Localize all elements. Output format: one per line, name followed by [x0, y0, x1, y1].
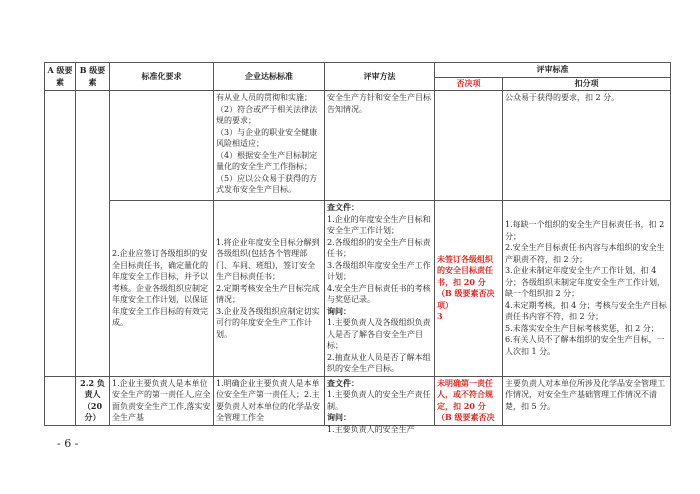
deduct-text: 主要负责人对本单位所涉及化学品安全管理工作情况，对安全生产基础管理工作情况不清楚，扣 5 分。: [505, 378, 665, 411]
a-level-cell: [45, 376, 76, 425]
veto-note: 3: [437, 311, 443, 322]
method-line: 2.抽查从业人员是否了解本组织的安全生产目标。: [327, 352, 431, 373]
standards-table: [44, 62, 671, 434]
deduct-cell: [503, 376, 671, 425]
deduct-cell: [503, 201, 671, 377]
b-level-label: 2.2 负责人（20 分）: [76, 376, 110, 425]
method-cell: [325, 201, 435, 377]
header-b-level: B 级要素: [76, 63, 110, 91]
standard-line: 有从业人员的贯彻和实施；: [216, 93, 312, 102]
standard-text: 1.明确企业主要负责人是本单位安全生产第一责任人；2.主要负责人对本单位的化学品安全管理工作全: [216, 378, 320, 422]
header-veto: 否决项: [435, 78, 503, 91]
header-enterprise-standard: 企业达标标准: [214, 63, 325, 91]
standard-line: （3）与企业的职业安全健康风险相适应；: [216, 127, 318, 148]
a-level-cell: [45, 91, 76, 377]
method-line: 1.主要负责人及各级组织负责人是否了解各自安全生产目标；: [327, 318, 431, 350]
veto-cell: [435, 201, 503, 377]
method-line: 1.企业的年度安全生产目标和安全生产工作计划；: [327, 214, 431, 235]
standard-cell: [214, 91, 325, 201]
standard-line: （4）根据安全生产目标制定量化的安全生产工作指标；: [216, 150, 318, 171]
veto-text: 未明确第一责任人，或不符合规定，扣 20 分（B 级要素否决: [437, 377, 495, 422]
standard-line: 2.定期考核安全生产目标完成情况；: [216, 283, 320, 304]
method-title: 查文件：: [327, 202, 359, 212]
requirement-text: 1.企业主要负责人是本单位安全生产的第一责任人,应全面负责安全生产工作,落实安全生产基: [112, 378, 211, 422]
method-title: 询问：: [327, 305, 351, 316]
header-review-method: 评审方法: [325, 63, 435, 91]
method-title: 询问：: [327, 412, 351, 422]
method-title: 查文件：: [327, 377, 359, 388]
table-row: [45, 376, 671, 425]
standard-line: （2）符合或严于相关法律法规的要求；: [216, 104, 318, 125]
requirement-cell: [110, 376, 214, 425]
deduct-line: 4.未定期考核，扣 4 分；考核与安全生产目标责任书内容不符，扣 2 分；: [505, 300, 667, 322]
header-row: [45, 63, 671, 78]
deduct-line: 1.每缺一个组织的安全生产目标责任书，扣 2 分；: [505, 220, 665, 241]
method-line: 1.主要负责人的安全生产责任制。: [327, 390, 431, 411]
table-row: [45, 201, 671, 377]
veto-cell: [435, 376, 503, 425]
requirement-cell: [110, 91, 214, 201]
method-line: 2.各级组织的安全生产目标责任书；: [327, 237, 431, 258]
page-number: - 6 -: [57, 437, 79, 450]
header-deduct: 扣分项: [503, 78, 671, 91]
method-cell: [325, 376, 435, 434]
header-a-level: A 级要素: [45, 63, 76, 91]
deduct-line: 2.安全生产目标责任书内容与本组织的安全生产职责不符，扣 2 分；: [505, 243, 665, 264]
standard-line: （5）应以公众易于获得的方式发布安全生产目标。: [216, 173, 318, 194]
deduct-cell: 公众易于获得的要求，扣 2 分。: [503, 91, 671, 201]
method-line: 1.主要负责人的安全生产: [327, 424, 415, 434]
deduct-line: 5.未落实安全生产目标考核奖惩，扣 2 分；: [505, 323, 659, 333]
table-row: [45, 91, 671, 201]
header-review-criteria: 评审标准: [435, 63, 671, 78]
veto-cell: [435, 91, 503, 201]
b-level-cell: [76, 91, 110, 377]
standard-cell: [214, 201, 325, 377]
method-cell: 安全生产方针和安全生产目标告知情况。: [325, 91, 435, 201]
header-requirement: 标准化要求: [110, 63, 214, 91]
requirement-cell: 2.企业应签订各级组织的安全目标责任书，确定量化的年度安全工作目标，并予以考核。企业各级组织应制定年度安全工作计划，以保证年度安全工作目标的有效完成。: [110, 201, 214, 377]
method-line: 4.安全生产目标责任书的考核与奖惩记录。: [327, 283, 431, 304]
deduct-line: 6.有关人员不了解本组织的安全生产目标，一人次扣 1 分。: [505, 335, 665, 356]
method-block: [327, 377, 432, 434]
method-line: 3.各级组织年度安全生产工作计划；: [327, 260, 431, 281]
standard-line: 3.企业及各级组织应制定切实可行的年度安全生产工作计划。: [216, 306, 320, 339]
standard-line: 1.将企业年度安全目标分解到各级组织(包括各个管理部门、车间、班组)，签订安全生产目标责任书；: [216, 237, 320, 281]
deduct-line: 3.企业未制定年度安全生产工作计划，扣 4 分；各级组织未制定年度安全生产工作计划，缺一个组织扣 2 分；: [505, 266, 665, 299]
standard-cell: [214, 376, 325, 425]
veto-text: 未签订各级组织的安全目标责任书，扣 20 分（B 级要素否决项）: [437, 253, 495, 310]
